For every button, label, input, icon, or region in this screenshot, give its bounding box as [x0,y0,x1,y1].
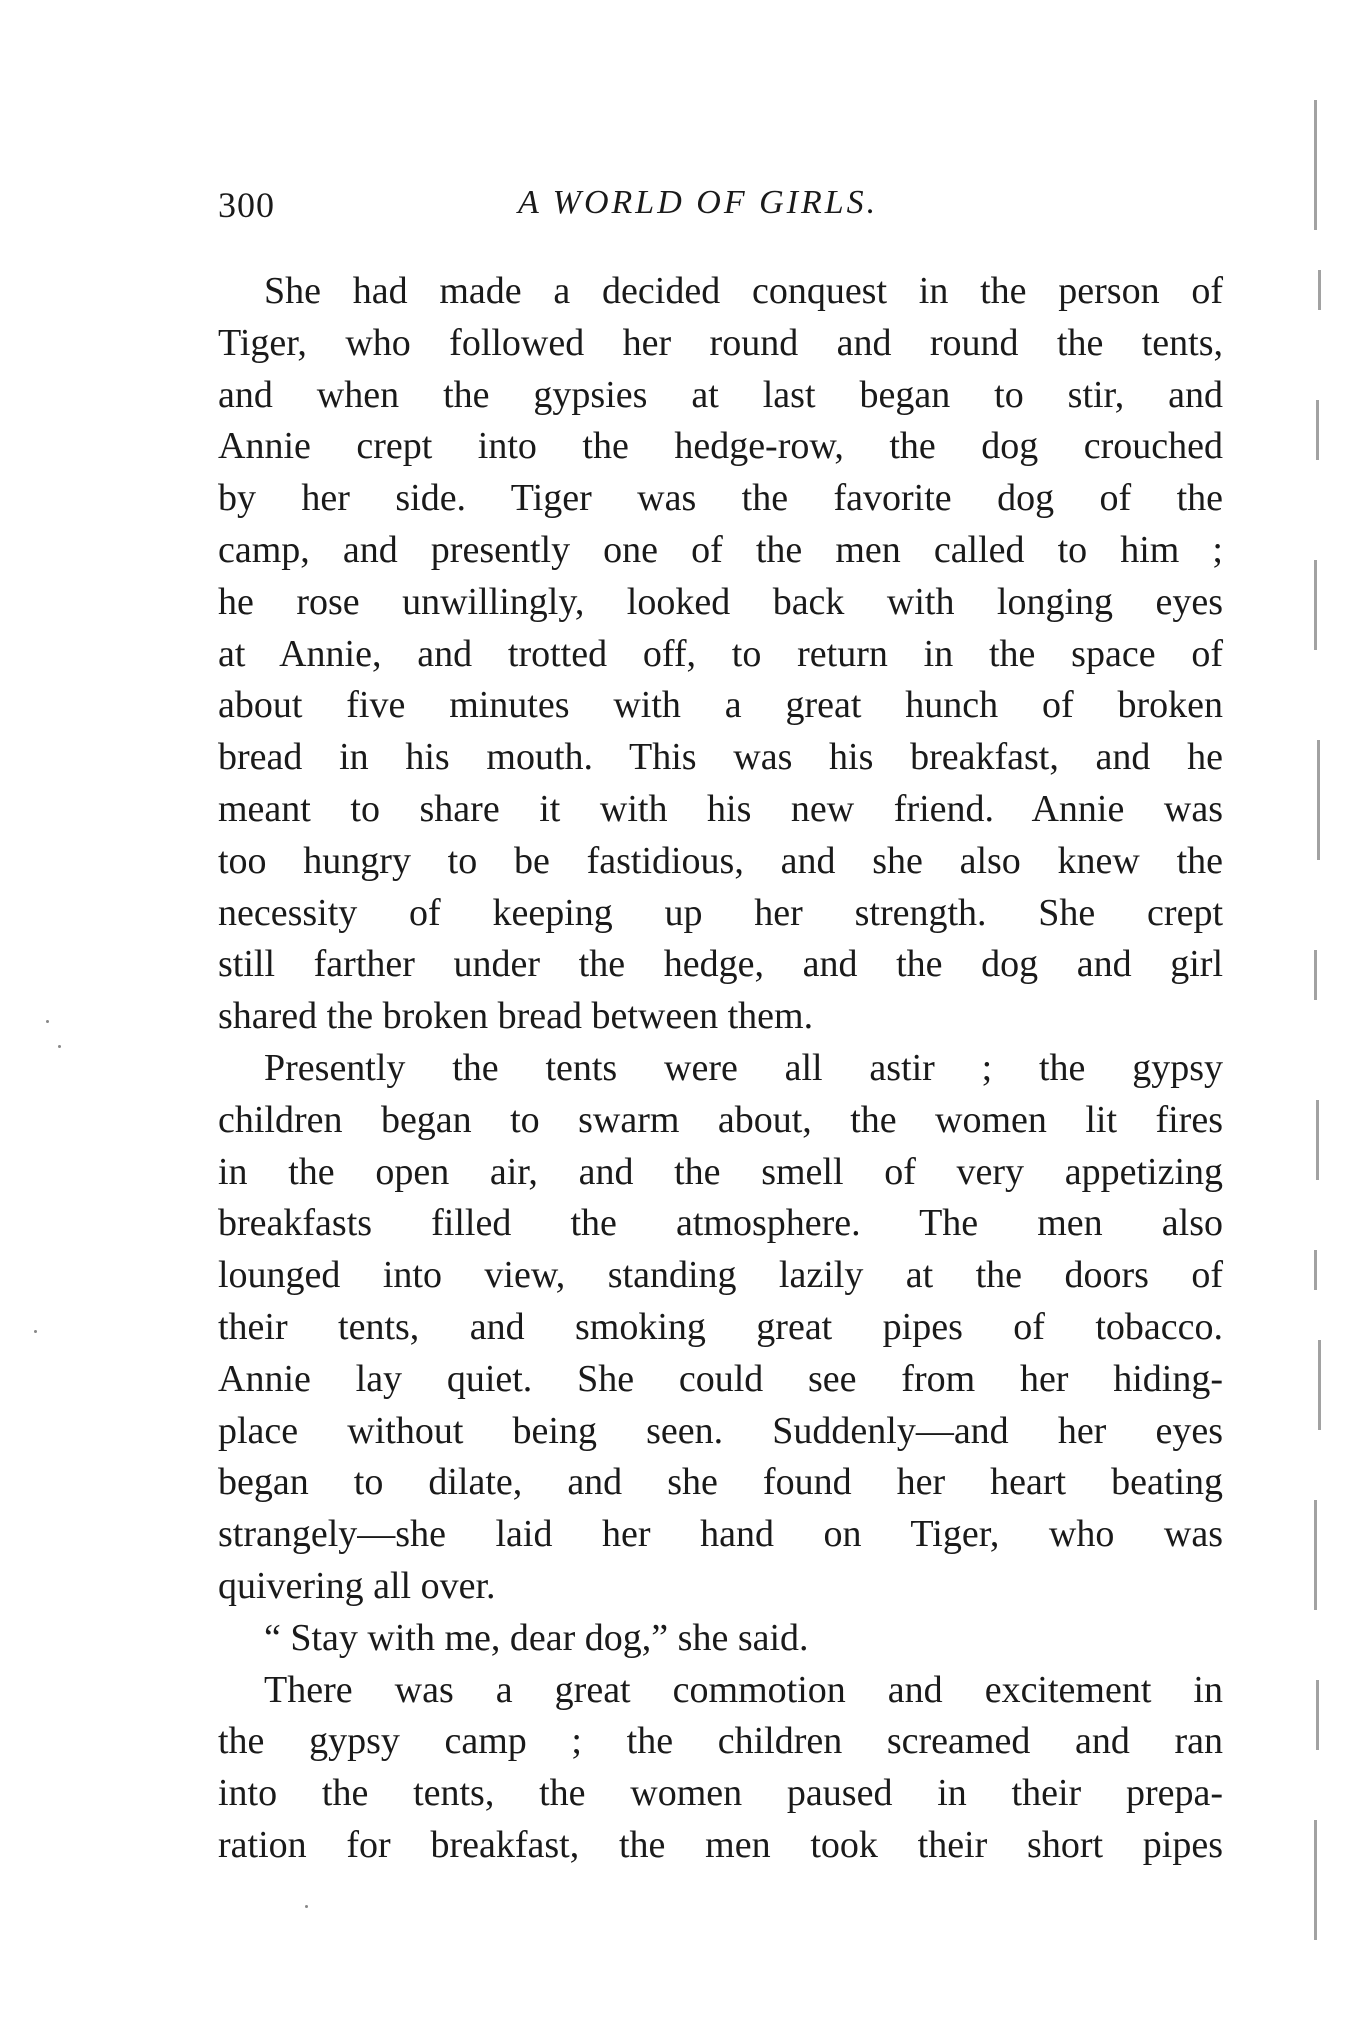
text-line: There was a great commotion and excitement in [264,1668,1223,1711]
paragraph [218,1665,1223,1872]
scan-edge-marks [1314,100,1330,1980]
scan-edge-mark [1314,1250,1317,1290]
scan-speck [34,1330,37,1333]
scan-edge-mark [1314,1500,1317,1610]
text-line: necessity of keeping up her strength. She crept [218,891,1223,934]
text-line: the gypsy camp ; the children screamed and ran [218,1720,1223,1763]
text-line: too hungry to be fastidious, and she also knew the [218,839,1223,882]
text-line: lounged into view, standing lazily at the doors of [218,1254,1223,1297]
scan-edge-mark [1316,400,1319,460]
text-line: their tents, and smoking great pipes of tobacco. [218,1305,1223,1348]
paragraph [218,266,1223,1043]
text-line: bread in his mouth. This was his breakfast, and he [218,736,1223,779]
text-line: meant to share it with his new friend. Annie was [218,787,1223,830]
text-line: Annie lay quiet. She could see from her hiding- [218,1357,1223,1400]
scan-edge-mark [1318,270,1321,310]
scan-edge-mark [1314,100,1317,230]
text-line: at Annie, and trotted off, to return in the space of [218,632,1223,675]
scan-speck [305,1905,308,1908]
scan-speck [46,1020,49,1023]
running-title: A WORLD OF GIRLS. [518,184,879,221]
text-line: children began to swarm about, the women lit fires [218,1098,1223,1141]
scan-edge-mark [1316,1100,1319,1180]
paragraph [218,1613,1223,1665]
scan-edge-mark [1317,740,1320,860]
page-header [218,184,1223,244]
text-line: began to dilate, and she found her heart beating [218,1461,1223,1504]
scan-edge-mark [1314,950,1317,1000]
text-line: and when the gypsies at last began to stir, and [218,373,1223,416]
body-text [218,266,1223,1872]
text-line: Tiger, who followed her round and round the tents, [218,321,1223,364]
text-line: She had made a decided conquest in the person of [264,270,1223,312]
scan-edge-mark [1318,1340,1321,1430]
text-line: still farther under the hedge, and the dog and girl [218,943,1223,986]
scan-edge-mark [1314,560,1317,650]
text-line: “ Stay with me, dear dog,” she said. [264,1616,809,1659]
text-line: ration for breakfast, the men took their short pipes [218,1823,1223,1866]
text-line: Presently the tents were all astir ; the gypsy [264,1046,1223,1089]
text-line: camp, and presently one of the men called to him ; [218,528,1223,571]
scan-speck [58,1045,61,1048]
text-line: Annie crept into the hedge-row, the dog crouched [218,425,1223,468]
paragraph [218,1043,1223,1613]
text-line: in the open air, and the smell of very appetizing [218,1150,1223,1193]
text-line: about five minutes with a great hunch of broken [218,684,1223,727]
text-line: he rose unwillingly, looked back with longing eyes [218,580,1223,623]
text-line: breakfasts filled the atmosphere. The men also [218,1202,1223,1245]
text-line: strangely—she laid her hand on Tiger, who was [218,1513,1223,1556]
text-line: by her side. Tiger was the favorite dog of the [218,477,1223,520]
text-line: place without being seen. Suddenly—and her eyes [218,1409,1223,1452]
text-line: quivering all over. [218,1564,496,1607]
scan-edge-mark [1316,1680,1319,1750]
scan-edge-mark [1314,1820,1317,1940]
text-line: into the tents, the women paused in their prepa- [218,1772,1223,1815]
text-line: shared the broken bread between them. [218,995,814,1038]
page-number: 300 [218,185,275,225]
